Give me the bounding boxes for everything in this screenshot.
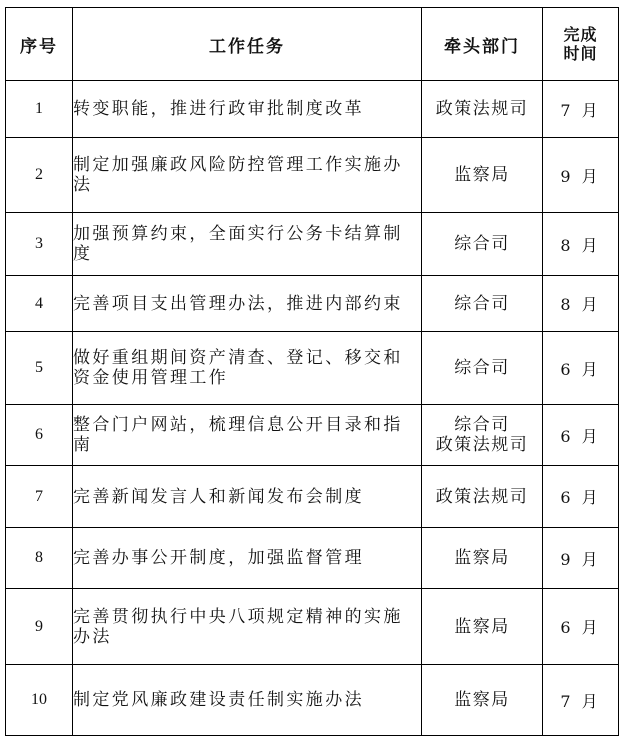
completion-time: 6 月 xyxy=(543,589,619,665)
row-number: 2 xyxy=(6,138,73,213)
completion-time: 6 月 xyxy=(543,466,619,528)
department-name: 综合司 xyxy=(454,415,510,435)
table-row xyxy=(6,405,619,466)
header-task: 工作任务 xyxy=(73,8,422,81)
department-name: 监察局 xyxy=(454,165,510,185)
task-description: 完善项目支出管理办法，推进内部约束 xyxy=(73,276,422,332)
header-time xyxy=(543,8,619,81)
lead-department xyxy=(422,138,543,213)
row-number: 3 xyxy=(6,213,73,276)
row-number: 1 xyxy=(6,81,73,138)
row-number: 6 xyxy=(6,405,73,466)
table-row xyxy=(6,589,619,665)
task-description: 完善办事公开制度，加强监督管理 xyxy=(73,528,422,589)
lead-department xyxy=(422,213,543,276)
header-time-line2: 时间 xyxy=(563,44,598,63)
task-description: 完善贯彻执行中央八项规定精神的实施办法 xyxy=(73,589,422,665)
completion-time: 6 月 xyxy=(543,405,619,466)
header-no: 序号 xyxy=(6,8,73,81)
completion-time: 7 月 xyxy=(543,665,619,736)
table-row xyxy=(6,213,619,276)
task-description: 制定党风廉政建设责任制实施办法 xyxy=(73,665,422,736)
department-name: 监察局 xyxy=(454,616,510,637)
lead-department xyxy=(422,81,543,138)
task-description: 整合门户网站，梳理信息公开目录和指南 xyxy=(73,405,422,466)
task-description: 制定加强廉政风险防控管理工作实施办法 xyxy=(73,138,422,213)
department-name: 监察局 xyxy=(454,548,510,568)
department-name: 政策法规司 xyxy=(435,435,529,455)
lead-department xyxy=(422,332,543,405)
header-row xyxy=(6,8,619,81)
department-name: 监察局 xyxy=(454,690,510,710)
table-row xyxy=(6,276,619,332)
completion-time: 8 月 xyxy=(543,276,619,332)
row-number: 10 xyxy=(6,665,73,736)
department-name: 综合司 xyxy=(454,234,510,254)
task-table xyxy=(5,7,619,736)
row-number: 9 xyxy=(6,589,73,665)
completion-time: 9 月 xyxy=(543,528,619,589)
task-description: 做好重组期间资产清查、登记、移交和资金使用管理工作 xyxy=(73,332,422,405)
task-description: 加强预算约束，全面实行公务卡结算制度 xyxy=(73,213,422,276)
task-description: 转变职能，推进行政审批制度改革 xyxy=(73,81,422,138)
completion-time: 7 月 xyxy=(543,81,619,138)
lead-department xyxy=(422,405,543,466)
lead-department xyxy=(422,466,543,528)
table-row xyxy=(6,528,619,589)
row-number: 8 xyxy=(6,528,73,589)
completion-time: 6 月 xyxy=(543,332,619,405)
lead-department xyxy=(422,528,543,589)
department-name: 综合司 xyxy=(454,293,510,314)
completion-time: 8 月 xyxy=(543,213,619,276)
row-number: 5 xyxy=(6,332,73,405)
completion-time: 9 月 xyxy=(543,138,619,213)
header-dept: 牵头部门 xyxy=(422,8,543,81)
table-row xyxy=(6,466,619,528)
header-time-line1: 完成 xyxy=(563,25,598,44)
department-name: 政策法规司 xyxy=(435,99,529,119)
department-name: 综合司 xyxy=(454,358,510,378)
lead-department xyxy=(422,665,543,736)
table-row xyxy=(6,138,619,213)
row-number: 4 xyxy=(6,276,73,332)
row-number: 7 xyxy=(6,466,73,528)
lead-department xyxy=(422,276,543,332)
department-name: 政策法规司 xyxy=(435,486,529,507)
task-description: 完善新闻发言人和新闻发布会制度 xyxy=(73,466,422,528)
lead-department xyxy=(422,589,543,665)
table-row xyxy=(6,81,619,138)
table-body xyxy=(6,81,619,736)
table-row xyxy=(6,665,619,736)
table-row xyxy=(6,332,619,405)
